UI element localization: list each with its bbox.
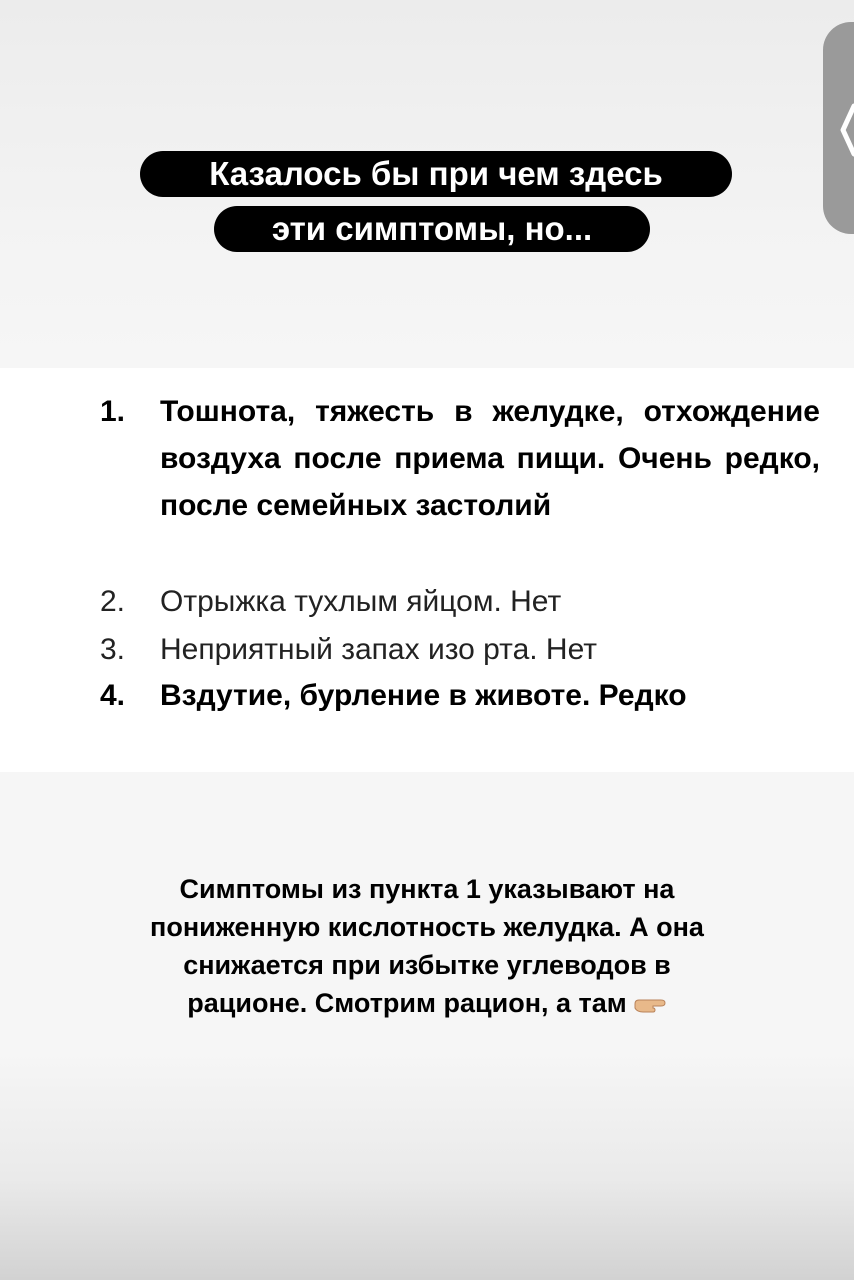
- caption-line-2: эти симптомы, но...: [214, 206, 650, 252]
- list-item-text: Тошнота, тяжесть в желудке, отхождение воздуха после приема пищи. Очень редко, после семейных застолий: [160, 395, 820, 522]
- caption-line-1: Казалось бы при чем здесь: [140, 151, 732, 197]
- pointing-hand-icon: [633, 994, 667, 1016]
- list-item-number: 3.: [100, 633, 126, 666]
- list-item-text: Отрыжка тухлым яйцом. Нет: [160, 585, 562, 618]
- list-item-number: 1.: [100, 395, 126, 428]
- list-item-number: 4.: [100, 679, 126, 712]
- list-item-text: Вздутие, бурление в животе. Редко: [160, 679, 687, 712]
- bottom-area: [0, 772, 854, 1280]
- conclusion-text: [130, 870, 724, 1022]
- conclusion-text-body: Симптомы из пункта 1 указывают на пониженную кислотность желудка. А она снижается при избытке углеводов в рационе. Смотрим рацион, а там: [150, 874, 704, 1018]
- list-item-number: 2.: [100, 585, 126, 618]
- back-chevron-icon[interactable]: [838, 102, 854, 158]
- list-item-text: Неприятный запах изо рта. Нет: [160, 633, 598, 666]
